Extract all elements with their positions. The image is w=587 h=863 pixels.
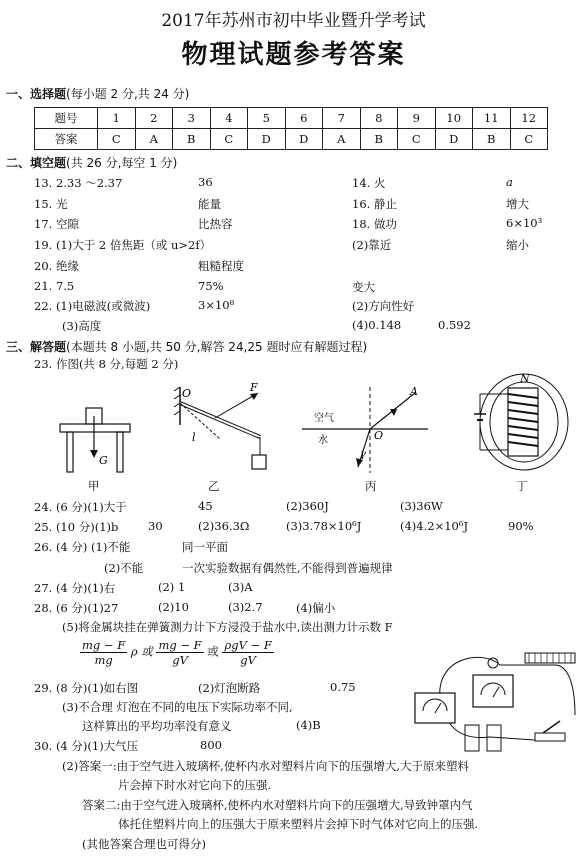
- q16-value: 增大: [506, 197, 529, 211]
- q15-value: 能量: [198, 197, 221, 211]
- answer-cell: C: [98, 129, 136, 150]
- label-water: 水: [318, 435, 328, 446]
- answer-cell: B: [173, 129, 211, 150]
- q28-formulas: $\frac{mg - F}{mg}$ ρ 或 $\frac{mg - F}{gV}$ 或 $\frac{\text{ρgV − F}}{gV}$: [82, 638, 272, 667]
- question-number-cell: 11: [473, 108, 511, 129]
- q18-value: 6×10³: [506, 216, 543, 230]
- question-number-cell: 7: [323, 108, 361, 129]
- figure-label-ding: 丁: [516, 479, 528, 493]
- table-header-answer: 答案: [35, 129, 98, 150]
- figure-label-jia: 甲: [88, 479, 100, 493]
- q25-value3: (3)3.78×10⁶J: [286, 519, 362, 533]
- q30-answer2-line1: 答案二:由于空气进入玻璃杯,使杯内水对塑料片向下的压强增大,导致钟罩内气: [82, 798, 473, 812]
- question-number-cell: 1: [98, 108, 136, 129]
- q20-text: 20. 绝缘: [34, 259, 79, 273]
- answer-cell: C: [210, 129, 248, 150]
- answer-cell: D: [285, 129, 323, 150]
- choice-answer-table: [34, 107, 548, 150]
- q29-text: 29. (8 分)(1)如右图: [34, 681, 139, 695]
- q22-value: 3×10⁸: [198, 298, 235, 312]
- section-3-heading: 三、解答题(本题共 8 小题,共 50 分,解答 24,25 题时应有解题过程): [6, 340, 368, 354]
- q22-part4-value: 0.592: [438, 318, 471, 332]
- answer-cell: C: [398, 129, 436, 150]
- q19-text: 19. (1)大于 2 倍焦距（或 u>2f）: [34, 238, 212, 252]
- q24-text: 24. (6 分)(1)大于: [34, 500, 127, 514]
- label-n: N: [520, 372, 530, 385]
- label-l: l: [192, 431, 196, 444]
- circuit-diagram: [405, 645, 580, 770]
- q28-text: 28. (6 分)(1)27: [34, 601, 119, 615]
- q26-value1: 同一平面: [182, 540, 228, 554]
- q20-value: 粗糙程度: [198, 259, 244, 273]
- section-2-heading: 二、填空题(共 26 分,每空 1 分): [6, 156, 178, 170]
- formula-3: $\frac{\text{ρgV − F}}{gV}$: [224, 638, 272, 667]
- figure-bing: [300, 385, 430, 475]
- q17-text: 17. 空隙: [34, 217, 79, 231]
- figure-ding: [470, 370, 580, 475]
- q22-part2: (2)方向性好: [352, 299, 415, 313]
- label-f: F: [250, 381, 258, 394]
- q19-part2: (2)靠近: [352, 238, 392, 252]
- question-number-cell: 9: [398, 108, 436, 129]
- label-air: 空气: [314, 413, 334, 424]
- q24-value1: 45: [198, 499, 213, 513]
- q18-text: 18. 做功: [352, 217, 397, 231]
- answer-cell: A: [323, 129, 361, 150]
- q28-value2: (3)2.7: [228, 600, 263, 614]
- formula-1: $\frac{mg - F}{mg}$: [82, 638, 126, 667]
- question-number-cell: 10: [435, 108, 473, 129]
- q13-text: 13. 2.33 ～2.37: [34, 176, 123, 190]
- figure-yi: [170, 381, 280, 485]
- q30-answer2-line2: 体托住塑料片向上的压强大于原来塑料片会掉下时气体对它向上的压强.: [118, 817, 479, 831]
- q30-value1: 800: [200, 738, 222, 752]
- answer-cell: D: [435, 129, 473, 150]
- q30-note: (其他答案合理也可得分): [82, 837, 206, 851]
- section-1-heading: 一、选择题(每小题 2 分,共 24 分): [6, 87, 190, 101]
- q23-text: 23. 作图(共 8 分,每题 2 分): [34, 357, 179, 371]
- question-number-cell: 2: [135, 108, 173, 129]
- answer-cell: D: [248, 129, 286, 150]
- question-number-cell: 8: [360, 108, 398, 129]
- q13-value: 36: [198, 175, 213, 189]
- figure-label-bing: 丙: [365, 479, 377, 493]
- q29-part4: (4)B: [296, 718, 321, 732]
- formula-2: $\frac{mg - F}{gV}$: [158, 638, 202, 667]
- question-number-cell: 5: [248, 108, 286, 129]
- q27-value1: (2) 1: [158, 580, 186, 594]
- q25-value5: 90%: [508, 519, 534, 533]
- q24-value2: (2)360J: [286, 499, 329, 513]
- q21-value2: 变大: [352, 280, 375, 294]
- label-a: A: [410, 385, 418, 398]
- q30-answer1-line1: (2)答案一:由于空气进入玻璃杯,使杯内水对塑料片向下的压强增大,大于原来塑料: [62, 759, 469, 773]
- q29-value1: (2)灯泡断路: [198, 681, 261, 695]
- label-o: O: [182, 387, 192, 400]
- answer-cell: C: [510, 129, 548, 150]
- q22-part3: (3)高度: [62, 319, 102, 333]
- exam-title: 2017年苏州市初中毕业暨升学考试: [161, 11, 426, 31]
- figure-jia: [55, 400, 145, 490]
- q21-text: 21. 7.5: [34, 279, 75, 293]
- q14-text: 14. 火: [352, 176, 386, 190]
- q25-value4: (4)4.2×10⁶J: [400, 519, 469, 533]
- q30-text: 30. (4 分)(1)大气压: [34, 739, 139, 753]
- q30-answer1-line2: 片会掉下时水对它向下的压强.: [118, 778, 272, 792]
- q25-text: 25. (10 分)(1)b: [34, 520, 119, 534]
- question-number-cell: 12: [510, 108, 548, 129]
- question-number-cell: 3: [173, 108, 211, 129]
- q22-part4: (4)0.148: [352, 318, 402, 332]
- q28-part5: (5)将金属块挂在弹簧测力计下方浸没于盐水中,读出测力计示数 F: [62, 620, 393, 634]
- question-number-cell: 6: [285, 108, 323, 129]
- table-header-number: 题号: [35, 108, 98, 129]
- q29-part3: (3)不合理 灯泡在不同的电压下实际功率不同,: [62, 700, 293, 714]
- answer-cell: B: [360, 129, 398, 150]
- q27-text: 27. (4 分)(1)右: [34, 581, 116, 595]
- q28-value1: (2)10: [158, 600, 189, 614]
- q14-value: a: [506, 175, 513, 189]
- q15-text: 15. 光: [34, 197, 68, 211]
- q17-value: 比热容: [198, 217, 233, 231]
- q27-value2: (3)A: [228, 580, 253, 594]
- q21-value: 75%: [198, 279, 224, 293]
- q29-value2: 0.75: [330, 680, 356, 694]
- q25-value1: 30: [148, 519, 163, 533]
- label-gamma: γ: [360, 449, 366, 460]
- q25-value2: (2)36.3Ω: [198, 519, 250, 533]
- answer-key-title: 物理试题参考答案: [181, 40, 406, 70]
- q28-value3: (4)偏小: [296, 601, 336, 615]
- q22-text: 22. (1)电磁波(或微波): [34, 299, 151, 313]
- q26-value2: 一次实验数据有偶然性,不能得到普遍规律: [182, 561, 393, 575]
- q26-part2: (2)不能: [104, 561, 144, 575]
- figure-label-yi: 乙: [208, 479, 220, 493]
- answer-cell: B: [473, 129, 511, 150]
- label-g: G: [99, 454, 108, 467]
- q16-text: 16. 静止: [352, 197, 397, 211]
- q24-value3: (3)36W: [400, 499, 443, 513]
- question-number-cell: 4: [210, 108, 248, 129]
- q29-part3-cont: 这样算出的平均功率没有意义: [82, 719, 232, 733]
- answer-cell: A: [135, 129, 173, 150]
- label-o2: O: [374, 429, 384, 442]
- q26-text: 26. (4 分) (1)不能: [34, 540, 131, 554]
- q19-part2-value: 缩小: [506, 238, 529, 252]
